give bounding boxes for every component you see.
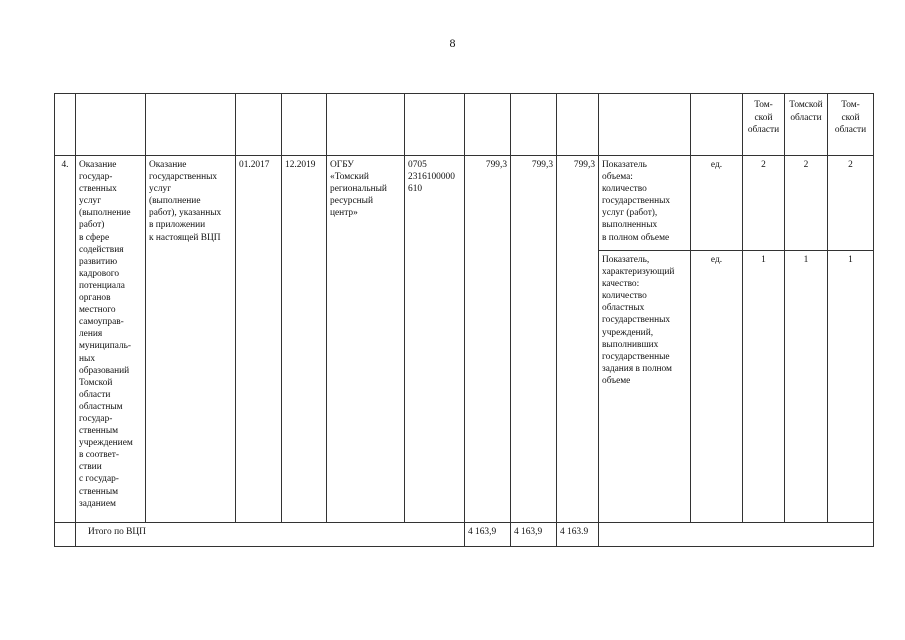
task-name: Оказание государ- ственных услуг (выполнение работ) в сфере содействия развитию кадрового потенциала органов местного самоуправ- ления муниципаль- ных образований Томской области областным государ- ственным учреждением в соответ- ствии с государ- ственным заданием (76, 156, 146, 523)
funding-year-1: 799,3 (511, 156, 557, 523)
program-table (54, 93, 874, 547)
indicator-value: 2 (785, 156, 828, 251)
totals-year-2: 4 163.9 (557, 523, 599, 547)
header-cell-empty (55, 94, 76, 156)
activity-name: Оказание государственных услуг (выполнение работ), указанных в приложении к настоящей ВЦП (146, 156, 236, 523)
totals-year-1: 4 163,9 (511, 523, 557, 547)
header-cell-empty (691, 94, 743, 156)
totals-empty-cell (55, 523, 76, 547)
header-cell-empty (327, 94, 405, 156)
page-number: 8 (449, 36, 456, 50)
header-cell-empty (282, 94, 327, 156)
totals-empty-cell (599, 523, 874, 547)
indicator-unit: ед. (691, 251, 743, 523)
indicator-value: 2 (743, 156, 785, 251)
funding-year-2: 799,3 (557, 156, 599, 523)
header-year-1: Том- ской области (743, 94, 785, 156)
table-row (55, 156, 874, 251)
header-cell-empty (599, 94, 691, 156)
header-year-2: Томской области (785, 94, 828, 156)
totals-row (55, 523, 874, 547)
header-cell-empty (511, 94, 557, 156)
header-year-3: Том- ской области (828, 94, 874, 156)
header-cell-empty (76, 94, 146, 156)
indicator-value: 1 (785, 251, 828, 523)
executor: ОГБУ «Томский региональный ресурсный центр» (327, 156, 405, 523)
indicator-name: Показатель, характеризующий качество: количество областных государственных учреждений, выполнивших государственные задания в полном объеме (599, 251, 691, 523)
funding-total: 799,3 (465, 156, 511, 523)
indicator-value: 1 (743, 251, 785, 523)
end-date: 12.2019 (282, 156, 327, 523)
totals-label: Итого по ВЦП (76, 523, 465, 547)
indicator-unit: ед. (691, 156, 743, 251)
indicator-value: 2 (828, 156, 874, 251)
header-cell-empty (146, 94, 236, 156)
header-cell-empty (465, 94, 511, 156)
header-cell-empty (557, 94, 599, 156)
budget-code: 0705 2316100000 610 (405, 156, 465, 523)
header-cell-empty (236, 94, 282, 156)
indicator-name: Показатель объема: количество государственных услуг (работ), выполненных в полном объеме (599, 156, 691, 251)
header-cell-empty (405, 94, 465, 156)
row-number: 4. (55, 156, 76, 523)
totals-total: 4 163,9 (465, 523, 511, 547)
header-row (55, 94, 874, 156)
indicator-value: 1 (828, 251, 874, 523)
start-date: 01.2017 (236, 156, 282, 523)
